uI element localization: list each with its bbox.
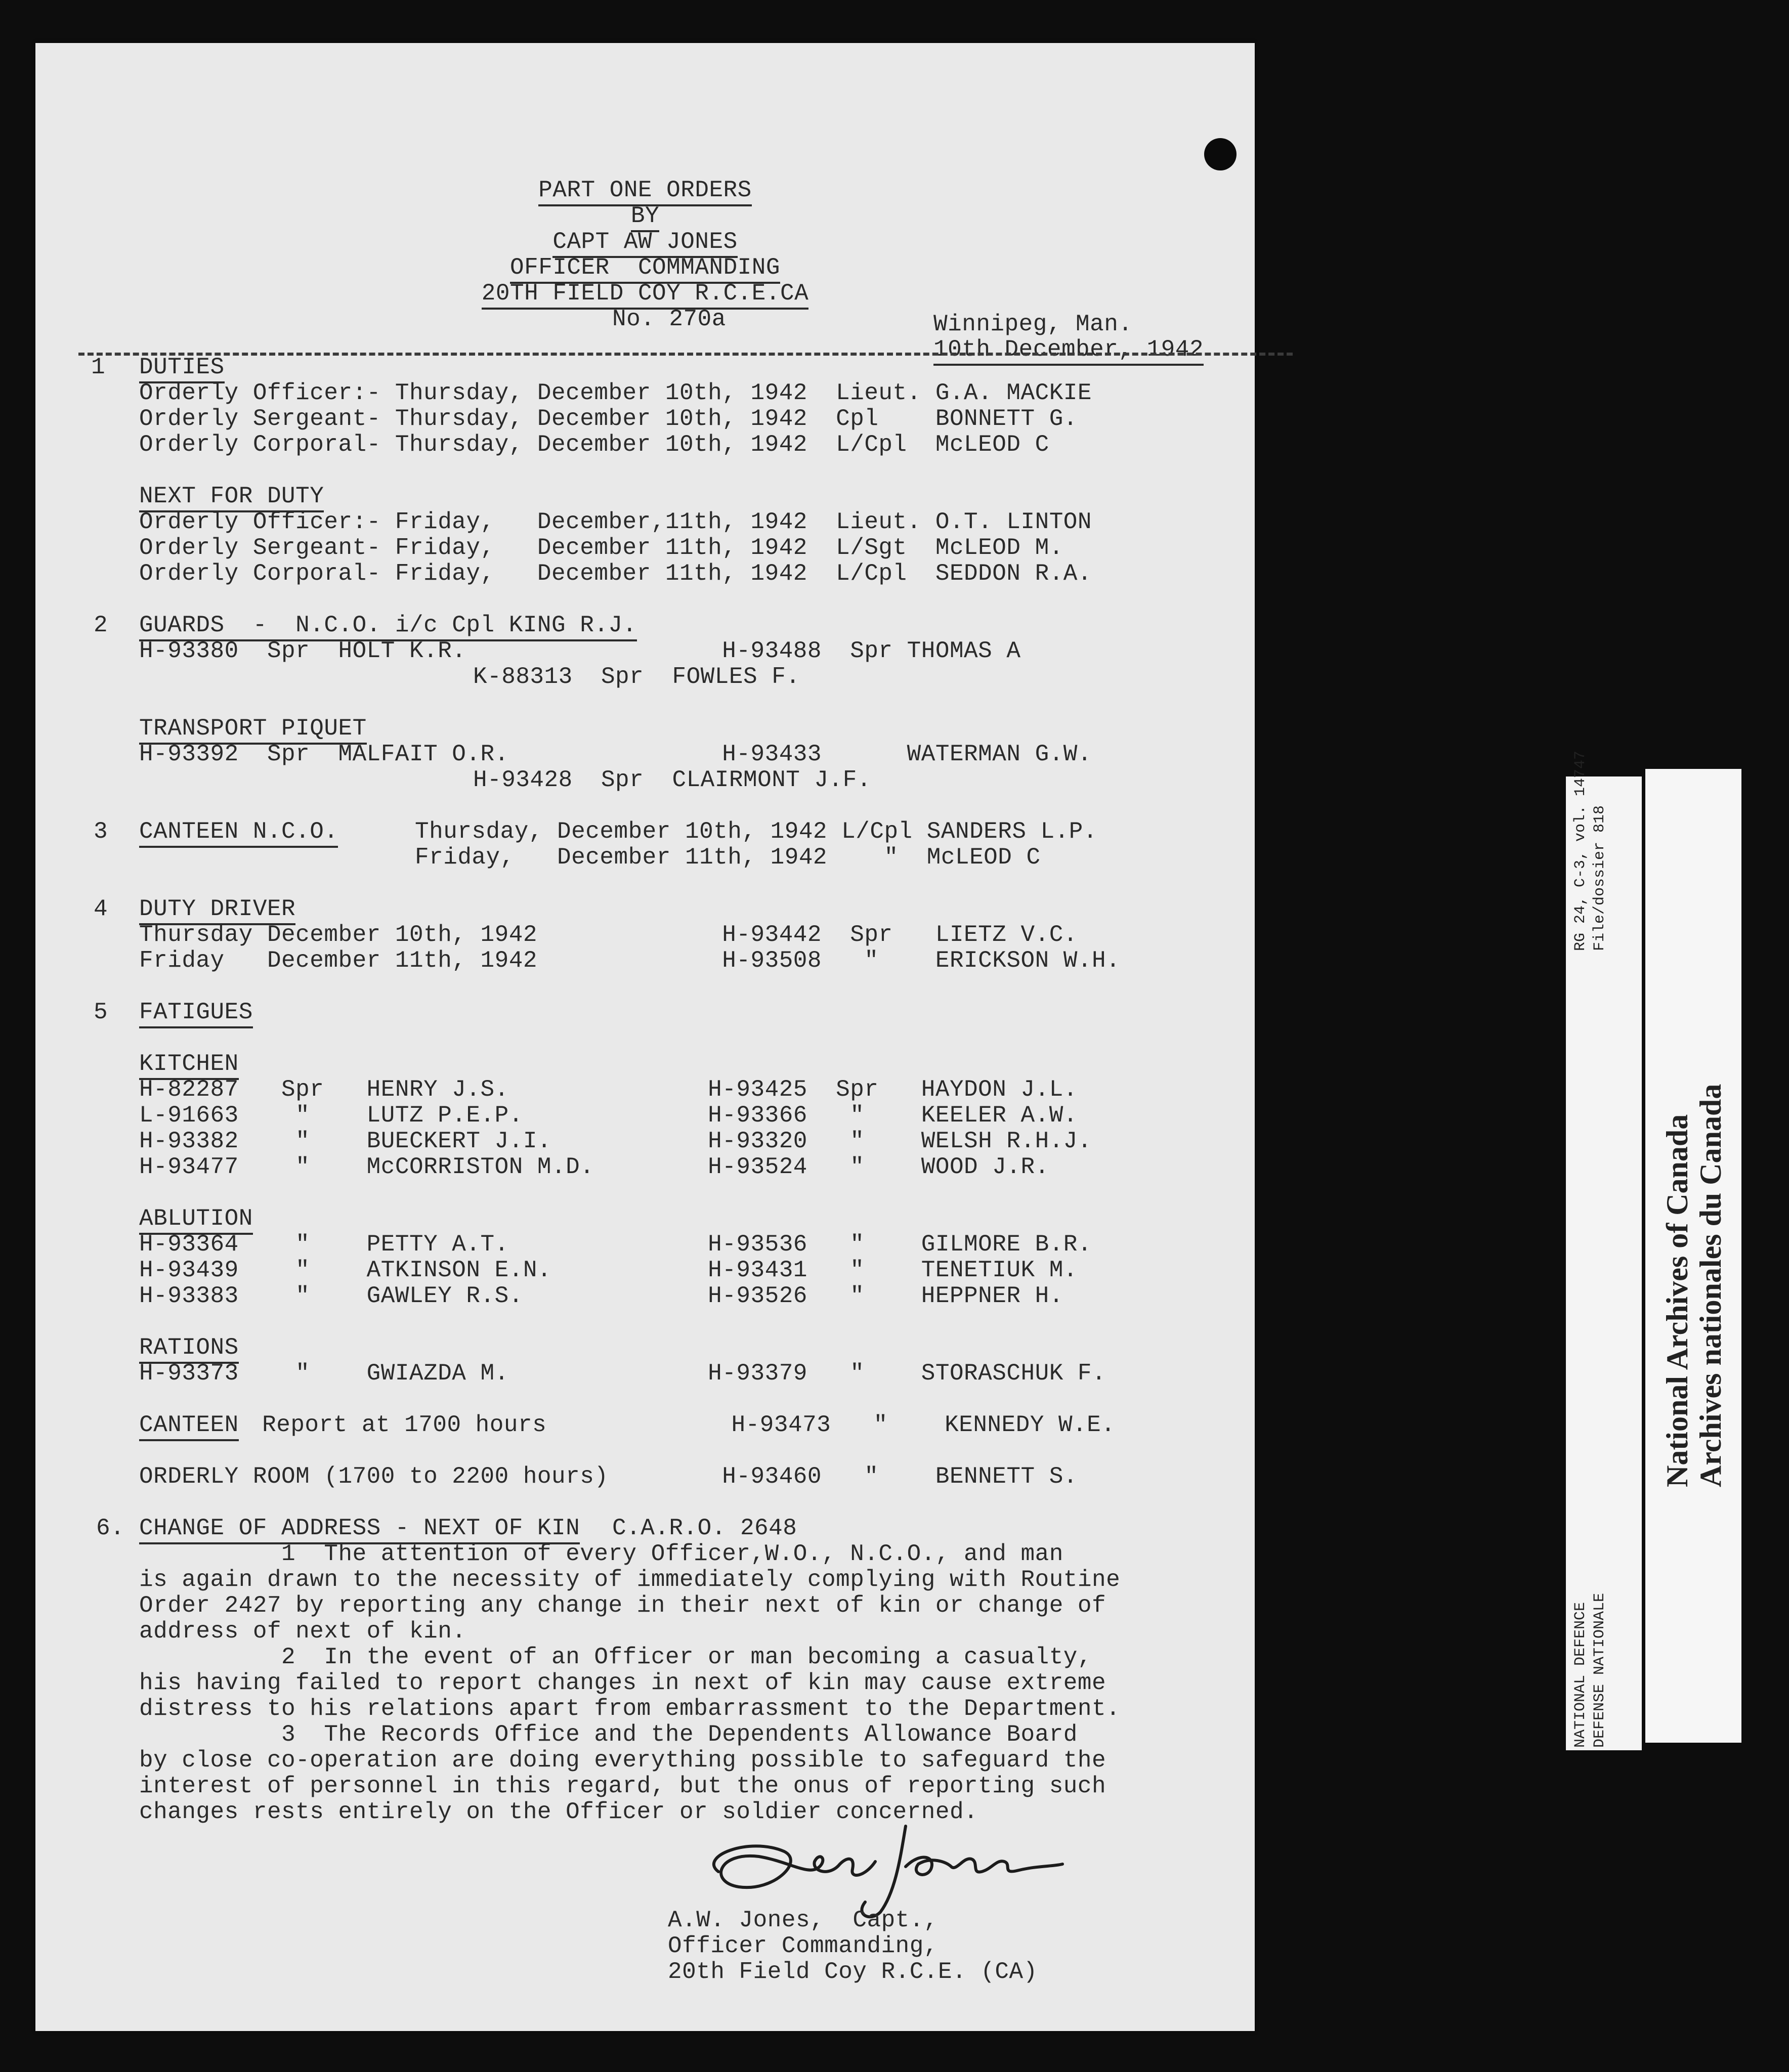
header-line4: OFFICER COMMANDING xyxy=(510,254,780,284)
s6-line: address of next of kin. xyxy=(139,1618,466,1645)
s2-number: 2 xyxy=(94,612,108,638)
s6-line: is again drawn to the necessity of immediately complying with Routine xyxy=(139,1567,1121,1593)
duty-driver-row: Friday December 11th, 1942 H-93508 " ERICKSON W.H. xyxy=(139,947,1121,974)
s5-number: 5 xyxy=(94,999,108,1025)
s1-number: 1 xyxy=(91,354,106,380)
guards-row: H-93380 Spr HOLT K.R. H-93488 Spr THOMAS A xyxy=(139,638,1021,664)
ablution-row: H-93383 " GAWLEY R.S. H-93526 " HEPPNER H. xyxy=(139,1283,1063,1309)
s4-title: DUTY DRIVER xyxy=(139,896,295,925)
s6-line: 1 The attention of every Officer,W.O., N.C.O., and man xyxy=(139,1541,1063,1567)
transport-row: H-93428 Spr CLAIRMONT J.F. xyxy=(473,767,871,793)
s6-line: Order 2427 by reporting any change in their next of kin or change of xyxy=(139,1592,1106,1619)
s1-row: Orderly Sergeant- Thursday, December 10th, 1942 Cpl BONNETT G. xyxy=(139,406,1078,432)
s6-line: distress to his relations apart from embarrassment to the Department. xyxy=(139,1696,1121,1722)
s6-line: his having failed to report changes in next of kin may cause extreme xyxy=(139,1670,1106,1696)
s5-title: FATIGUES xyxy=(139,999,253,1028)
archive-dept-line1: NATIONAL DEFENCE xyxy=(1572,1602,1589,1748)
kitchen-row: H-82287 Spr HENRY J.S. H-93425 Spr HAYDON J.L. xyxy=(139,1076,1078,1103)
signatory-name: A.W. Jones, Capt., xyxy=(668,1907,938,1933)
s1-next-row: Orderly Officer:- Friday, December,11th, 1942 Lieut. O.T. LINTON xyxy=(139,509,1092,535)
s1-next-title: NEXT FOR DUTY xyxy=(139,483,324,512)
s6-line: changes rests entirely on the Officer or soldier concerned. xyxy=(139,1799,978,1825)
rations-row: H-93373 " GWIAZDA M. H-93379 " STORASCHUK F. xyxy=(139,1360,1106,1387)
archive-ref-line1: RG 24, C-3, vol. 14747 xyxy=(1572,750,1589,951)
duty-driver-row: Thursday December 10th, 1942 H-93442 Spr LIETZ V.C. xyxy=(139,922,1078,948)
header-line2: BY xyxy=(631,203,659,232)
s6-title: CHANGE OF ADDRESS - NEXT OF KIN xyxy=(139,1515,580,1544)
order-number: No. 270a xyxy=(612,306,726,332)
ablution-title: ABLUTION xyxy=(139,1205,253,1235)
kitchen-row: L-91663 " LUTZ P.E.P. H-93366 " KEELER A.W. xyxy=(139,1102,1078,1129)
order-date: 10th December, 1942 xyxy=(933,336,1204,363)
handwritten-signature xyxy=(688,1816,1073,1922)
kitchen-row: H-93382 " BUECKERT J.I. H-93320 " WELSH R.H.J. xyxy=(139,1128,1092,1154)
s3-title: CANTEEN N.C.O. xyxy=(139,818,338,848)
s1-next-row: Orderly Corporal- Friday, December 11th, 1942 L/Cpl SEDDON R.A. xyxy=(139,560,1092,587)
s3-number: 3 xyxy=(94,818,108,845)
s6-number: 6. xyxy=(96,1515,125,1541)
s2-title: GUARDS - N.C.O. i/c Cpl KING R.J. xyxy=(139,612,637,641)
s6-line: by close co-operation are doing everything possible to safeguard the xyxy=(139,1747,1106,1774)
s6-line: 3 The Records Office and the Dependents Allowance Board xyxy=(139,1721,1078,1748)
s1-title: DUTIES xyxy=(139,354,225,383)
s4-number: 4 xyxy=(94,896,108,922)
header-line5: 20TH FIELD COY R.C.E.CA xyxy=(482,280,808,310)
signatory-unit: 20th Field Coy R.C.E. (CA) xyxy=(668,1959,1038,1985)
header-line3: CAPT AW JONES xyxy=(552,229,737,258)
canteen-nco-row: Thursday, December 10th, 1942 L/Cpl SANDERS L.P. xyxy=(415,818,1098,845)
s1-row: Orderly Officer:- Thursday, December 10th, 1942 Lieut. G.A. MACKIE xyxy=(139,380,1092,406)
ablution-row: H-93364 " PETTY A.T. H-93536 " GILMORE B.R. xyxy=(139,1231,1092,1258)
canteen-title: CANTEEN xyxy=(139,1412,239,1441)
ablution-row: H-93439 " ATKINSON E.N. H-93431 " TENETIUK M. xyxy=(139,1257,1078,1283)
national-archives-label xyxy=(1645,769,1741,1743)
guards-row: K-88313 Spr FOWLES F. xyxy=(473,664,800,690)
document-page xyxy=(35,43,1255,2031)
s6-line: interest of personnel in this regard, but the onus of reporting such xyxy=(139,1773,1106,1799)
canteen-nco-row: Friday, December 11th, 1942 " McLEOD C xyxy=(415,844,1041,871)
canteen-row: Report at 1700 hours H-93473 " KENNEDY W.E. xyxy=(248,1412,1116,1438)
rations-title: RATIONS xyxy=(139,1334,239,1364)
place: Winnipeg, Man. xyxy=(933,311,1133,337)
orderly-room-row: ORDERLY ROOM (1700 to 2200 hours) H-93460 " BENNETT S. xyxy=(139,1463,1078,1490)
transport-piquet-title: TRANSPORT PIQUET xyxy=(139,715,367,745)
dashed-separator xyxy=(78,353,1293,356)
signatory-title: Officer Commanding, xyxy=(668,1933,938,1959)
archive-dept-line2: DEFENSE NATIONALE xyxy=(1591,1592,1608,1748)
archive-ref-line2: File/dossier 818 xyxy=(1591,805,1608,951)
s1-next-row: Orderly Sergeant- Friday, December 11th, 1942 L/Sgt McLEOD M. xyxy=(139,535,1063,561)
archives-fr: Archives nationales du Canada xyxy=(1694,1084,1727,1487)
archive-reference-label xyxy=(1566,750,1642,1750)
s1-row: Orderly Corporal- Thursday, December 10th, 1942 L/Cpl McLEOD C xyxy=(139,431,1049,458)
s6-line: 2 In the event of an Officer or man becoming a casualty, xyxy=(139,1644,1092,1670)
transport-row: H-93392 Spr MALFAIT O.R. H-93433 WATERMAN G.W. xyxy=(139,741,1092,767)
s6-reference: C.A.R.O. 2648 xyxy=(612,1515,797,1541)
punch-hole xyxy=(1204,138,1237,170)
kitchen-title: KITCHEN xyxy=(139,1051,239,1080)
kitchen-row: H-93477 " McCORRISTON M.D. H-93524 " WOOD J.R. xyxy=(139,1154,1049,1180)
header-line1: PART ONE ORDERS xyxy=(538,177,752,206)
archives-en: National Archives of Canada xyxy=(1660,1114,1694,1487)
